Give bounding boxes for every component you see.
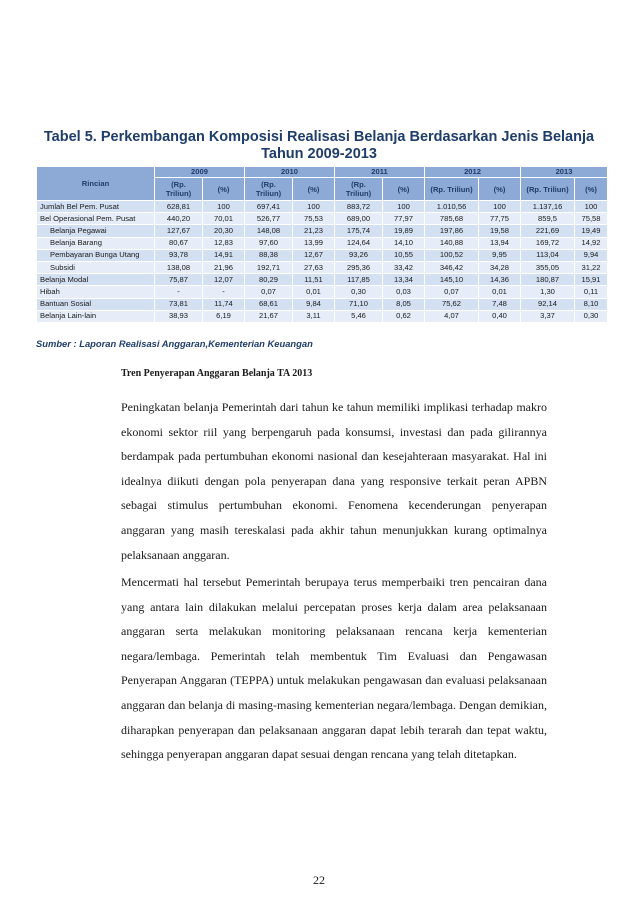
row-label: Belanja Lain-lain	[37, 310, 155, 322]
table-cell: -	[203, 286, 245, 298]
table-cell: 21,23	[293, 225, 335, 237]
table-cell: 1.137,16	[521, 201, 575, 213]
row-label: Belanja Modal	[37, 274, 155, 286]
table-source: Sumber : Laporan Realisasi Anggaran,Kementerian Keuangan	[36, 338, 313, 349]
table-cell: 19,49	[575, 225, 608, 237]
table-cell: 197,86	[425, 225, 479, 237]
unit-header: (Rp. Triliun)	[425, 178, 479, 201]
table-cell: 97,60	[245, 237, 293, 249]
row-header: Rincian	[37, 167, 155, 201]
table-cell: 883,72	[335, 201, 383, 213]
table-cell: 0,40	[479, 310, 521, 322]
table-cell: 15,91	[575, 274, 608, 286]
table-cell: 14,10	[383, 237, 425, 249]
table-cell: 10,55	[383, 249, 425, 261]
table-cell: 221,69	[521, 225, 575, 237]
table-cell: 93,26	[335, 249, 383, 261]
table-cell: 75,87	[155, 274, 203, 286]
table-cell: 93,78	[155, 249, 203, 261]
table-subtitle: Tahun 2009-2013	[261, 146, 377, 162]
table-cell: 124,64	[335, 237, 383, 249]
table-cell: -	[155, 286, 203, 298]
table-cell: 12,07	[203, 274, 245, 286]
table-row	[37, 201, 608, 213]
table-row	[37, 286, 608, 298]
table-cell: 169,72	[521, 237, 575, 249]
table-cell: 100	[479, 201, 521, 213]
row-label: Bantuan Sosial	[37, 298, 155, 310]
table-cell: 689,00	[335, 213, 383, 225]
row-label: Belanja Barang	[37, 237, 155, 249]
unit-header: (%)	[479, 178, 521, 201]
table-cell: 140,88	[425, 237, 479, 249]
table-cell: 3,11	[293, 310, 335, 322]
table-cell: 0,30	[335, 286, 383, 298]
table-row	[37, 249, 608, 261]
unit-header: (%)	[383, 178, 425, 201]
table-cell: 100	[575, 201, 608, 213]
table-cell: 31,22	[575, 261, 608, 273]
table-cell: 9,95	[479, 249, 521, 261]
table-cell: 697,41	[245, 201, 293, 213]
table-cell: 192,71	[245, 261, 293, 273]
table-cell: 4,07	[425, 310, 479, 322]
table-cell: 20,30	[203, 225, 245, 237]
table-cell: 75,58	[575, 213, 608, 225]
table-cell: 88,38	[245, 249, 293, 261]
table-cell: 68,61	[245, 298, 293, 310]
expenditure-table	[36, 166, 608, 323]
table-cell: 100	[383, 201, 425, 213]
table-row	[37, 298, 608, 310]
table-cell: 6,19	[203, 310, 245, 322]
table-cell: 127,67	[155, 225, 203, 237]
table-cell: 138,08	[155, 261, 203, 273]
table-cell: 73,81	[155, 298, 203, 310]
table-cell: 180,87	[521, 274, 575, 286]
table-row	[37, 237, 608, 249]
table-cell: 77,75	[479, 213, 521, 225]
year-header: 2013	[521, 167, 608, 178]
page-number: 22	[313, 873, 325, 887]
table-cell: 9,94	[575, 249, 608, 261]
table-cell: 145,10	[425, 274, 479, 286]
unit-header: (Rp. Triliun)	[335, 178, 383, 201]
unit-header: (Rp. Triliun)	[245, 178, 293, 201]
table-cell: 175,74	[335, 225, 383, 237]
table-cell: 13,99	[293, 237, 335, 249]
table-cell: 0,03	[383, 286, 425, 298]
table-cell: 100	[293, 201, 335, 213]
table-cell: 355,05	[521, 261, 575, 273]
table-cell: 14,92	[575, 237, 608, 249]
table-cell: 77,97	[383, 213, 425, 225]
table-cell: 14,91	[203, 249, 245, 261]
table-cell: 0,01	[293, 286, 335, 298]
table-cell: 628,81	[155, 201, 203, 213]
unit-header: (%)	[293, 178, 335, 201]
unit-header: (Rp. Triliun)	[155, 178, 203, 201]
table-cell: 21,67	[245, 310, 293, 322]
table-cell: 34,28	[479, 261, 521, 273]
table-cell: 13,34	[383, 274, 425, 286]
table-cell: 295,36	[335, 261, 383, 273]
table-cell: 0,07	[425, 286, 479, 298]
table-cell: 346,42	[425, 261, 479, 273]
row-label: Belanja Pegawai	[37, 225, 155, 237]
table-cell: 0,62	[383, 310, 425, 322]
table-cell: 100	[203, 201, 245, 213]
table-cell: 19,58	[479, 225, 521, 237]
table-cell: 71,10	[335, 298, 383, 310]
table-cell: 0,07	[245, 286, 293, 298]
table-cell: 113,04	[521, 249, 575, 261]
table-cell: 440,20	[155, 213, 203, 225]
table-row	[37, 213, 608, 225]
table-cell: 8,10	[575, 298, 608, 310]
table-cell: 11,74	[203, 298, 245, 310]
year-header: 2010	[245, 167, 335, 178]
table-cell: 117,85	[335, 274, 383, 286]
table-title: Tabel 5. Perkembangan Komposisi Realisasi Belanja Berdasarkan Jenis Belanja	[43, 129, 595, 145]
table-row	[37, 261, 608, 273]
table-cell: 12,67	[293, 249, 335, 261]
row-label: Hibah	[37, 286, 155, 298]
table-cell: 0,30	[575, 310, 608, 322]
table-cell: 75,53	[293, 213, 335, 225]
table-cell: 80,29	[245, 274, 293, 286]
table-cell: 148,08	[245, 225, 293, 237]
year-header: 2011	[335, 167, 425, 178]
table-row	[37, 274, 608, 286]
year-header: 2009	[155, 167, 245, 178]
paragraph: Mencermati hal tersebut Pemerintah berupaya terus memperbaiki tren pencairan dana yang antara lain dilakukan melalui percepatan proses kerja dalam area pelaksanaan anggaran serta melakukan monitoring pelaksanaan rencana kerja kementerian negara/lembaga. Pemerintah telah membentuk Tim Evaluasi dan Pengawasan Penyerapan Anggaran (TEPPA) untuk melakukan pengawasan dan evaluasi pelaksanaan anggaran dan belanja di masing-masing kementerian negara/lembaga. Dengan demikian, diharapkan penyerapan dan pelaksanaan anggaran dapat lebih terarah dan tepat waktu, sehingga penyerapan anggaran dapat sesuai dengan rencana yang telah ditetapkan.	[121, 575, 547, 762]
table-cell: 0,01	[479, 286, 521, 298]
table-cell: 785,68	[425, 213, 479, 225]
table-cell: 14,36	[479, 274, 521, 286]
unit-header: (Rp. Triliun)	[521, 178, 575, 201]
table-cell: 80,67	[155, 237, 203, 249]
row-label: Jumlah Bel Pem. Pusat	[37, 201, 155, 213]
table-cell: 13,94	[479, 237, 521, 249]
table-cell: 33,42	[383, 261, 425, 273]
table-cell: 0,11	[575, 286, 608, 298]
year-header: 2012	[425, 167, 521, 178]
table-cell: 75,62	[425, 298, 479, 310]
table-cell: 38,93	[155, 310, 203, 322]
table-cell: 27,63	[293, 261, 335, 273]
table-cell: 100,52	[425, 249, 479, 261]
unit-header: (%)	[575, 178, 608, 201]
table-cell: 1,30	[521, 286, 575, 298]
row-label: Pembayaran Bunga Utang	[37, 249, 155, 261]
table-cell: 11,51	[293, 274, 335, 286]
table-cell: 21,96	[203, 261, 245, 273]
table-cell: 1.010,56	[425, 201, 479, 213]
row-label: Subsidi	[37, 261, 155, 273]
table-body	[37, 201, 608, 323]
table-cell: 526,77	[245, 213, 293, 225]
table-cell: 9,84	[293, 298, 335, 310]
table-cell: 92,14	[521, 298, 575, 310]
table-cell: 5,46	[335, 310, 383, 322]
table-cell: 859,5	[521, 213, 575, 225]
table-cell: 3,37	[521, 310, 575, 322]
table-cell: 19,89	[383, 225, 425, 237]
table-cell: 12,83	[203, 237, 245, 249]
table-cell: 7,48	[479, 298, 521, 310]
unit-header: (%)	[203, 178, 245, 201]
table-cell: 70,01	[203, 213, 245, 225]
paragraph: Peningkatan belanja Pemerintah dari tahun ke tahun memiliki implikasi terhadap makro ekonomi sektor riil yang berpengaruh pada konsumsi, investasi dan pada gilirannya berdampak pada pertumbuhan ekonomi nasional dan kesejahteraan masyarakat. Hal ini idealnya diikuti dengan pola penyerapan dana yang responsive terkait peran APBN sebagai stimulus pertumbuhan ekonomi. Fenomena kecenderungan penyerapan anggaran yang masih tereskalasi pada akhir tahun menunjukkan kurang optimalnya pelaksanaan anggaran.	[121, 400, 547, 562]
table-row	[37, 310, 608, 322]
section-heading: Tren Penyerapan Anggaran Belanja TA 2013	[121, 368, 313, 379]
table-row	[37, 225, 608, 237]
row-label: Bel Operasional Pem. Pusat	[37, 213, 155, 225]
table-cell: 8,05	[383, 298, 425, 310]
